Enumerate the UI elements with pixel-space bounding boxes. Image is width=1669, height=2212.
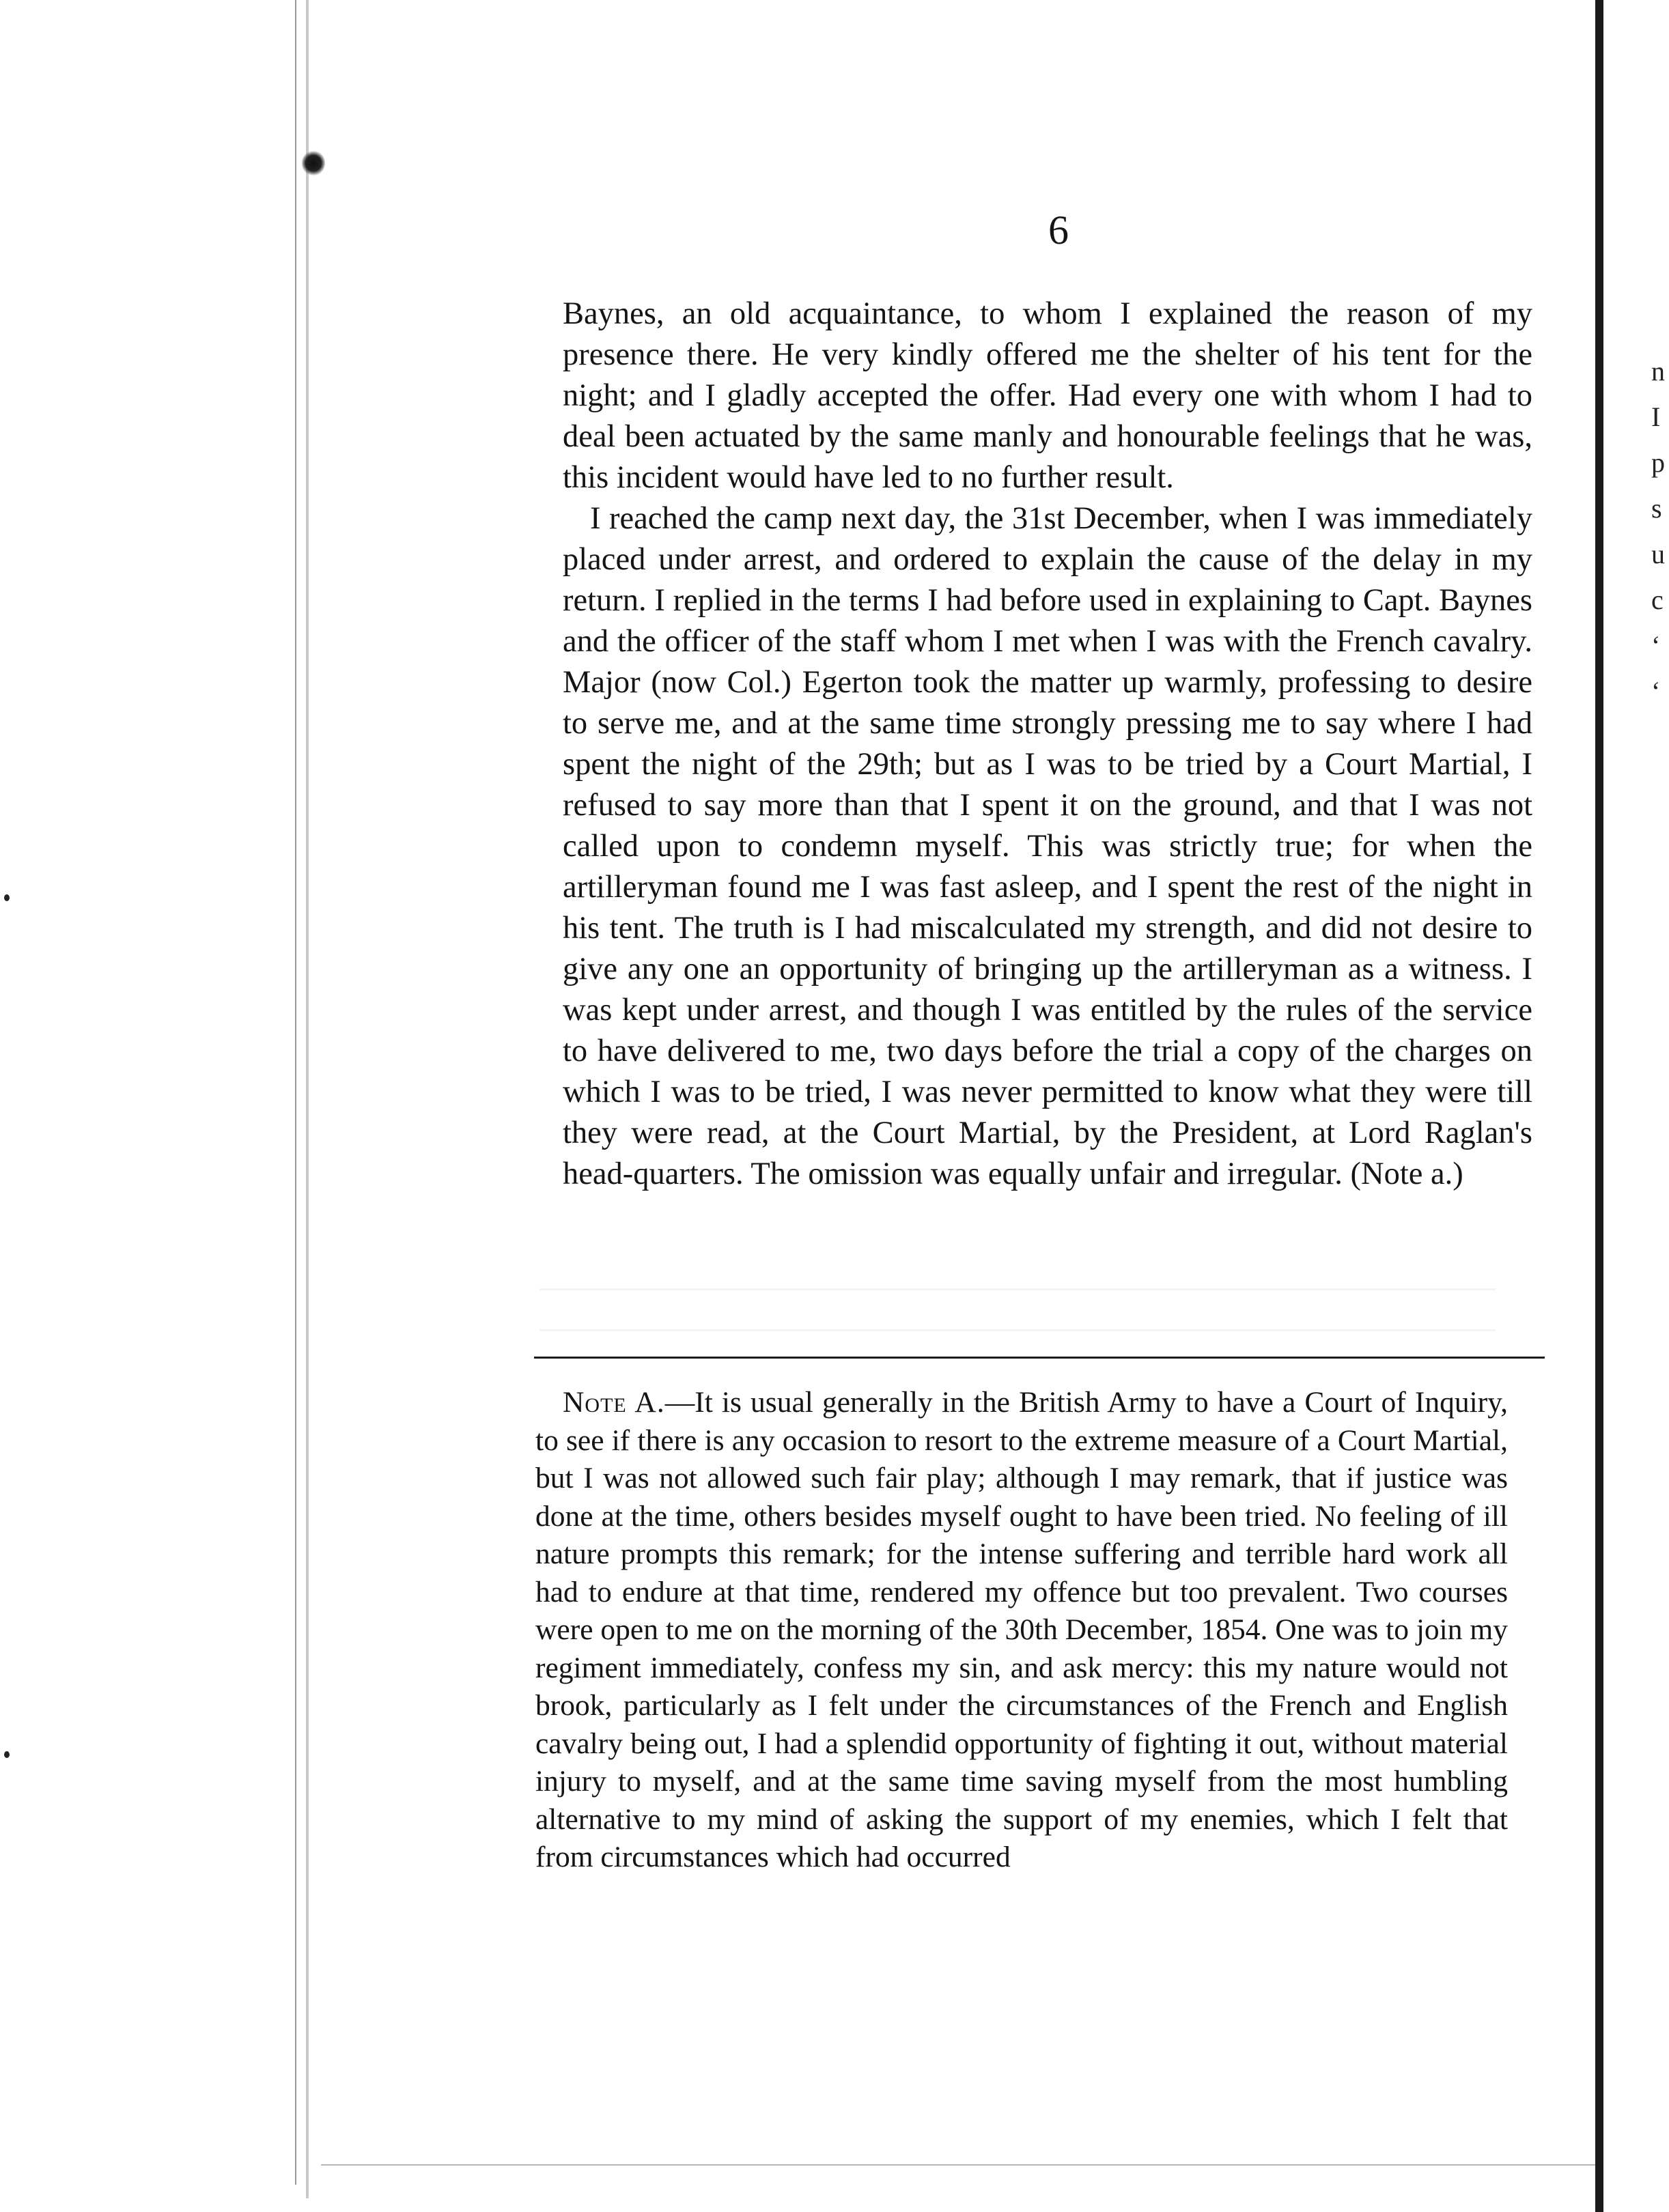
fragment-letter: I — [1651, 401, 1661, 432]
page-fold-shadow — [306, 0, 309, 2198]
fragment-letter: c — [1651, 584, 1664, 615]
footnote-body: —It is usual generally in the British Army to have a Court of Inquiry, to see if there is any occasion to resort to the extreme measure of a Court Martial, but I was not allowed such fair play; although I may remark, that if justice was done at the time, others besides myself ought to have been tried. No feeling of ill nature prompts this remark; for the intense suffering and terrible hard work all had to endure at that time, rendered my offence but too prevalent. Two courses were open to me on the morning of the 30th December, 1854. One was to join my regiment immediately, confess my sin, and ask mercy: this my nature would not brook, particularly as I felt under the circumstances of the French and English cavalry being out, I had a splendid opportunity of fighting it out, without material injury to myself, and at the same time saving myself from the most humbling alternative to my mind of asking the support of my enemies, which I felt that from circumstances which had occurred — [535, 1386, 1508, 1873]
footnote — [535, 1384, 1508, 1877]
adjacent-page-margin — [1603, 0, 1669, 2212]
adjacent-page-fragments — [1651, 348, 1669, 714]
fragment-letter: s — [1651, 493, 1662, 524]
page-number: 6 — [1048, 208, 1069, 253]
show-through-text — [539, 1270, 1496, 1331]
fragment-letter: ‘ — [1651, 676, 1661, 707]
binding-gutter — [1595, 0, 1603, 2212]
scan-speck — [4, 1751, 10, 1758]
fragment-letter: ‘ — [1651, 630, 1661, 661]
fragment-letter: n — [1651, 356, 1665, 386]
footnote-paragraph — [535, 1384, 1508, 1877]
footnote-label: Note A. — [563, 1386, 665, 1419]
ink-blot — [302, 150, 325, 176]
fragment-letter: p — [1651, 447, 1665, 478]
fragment-letter: u — [1651, 539, 1665, 569]
page-bottom-edge — [321, 2164, 1605, 2170]
footnote-rule — [534, 1357, 1545, 1359]
body-text — [563, 294, 1532, 1195]
body-paragraph: I reached the camp next day, the 31st December, when I was immediately placed under arrest, and ordered to explain the cause of the delay in my return. I replied in the terms I had before used in explaining to Capt. Baynes and the officer of the staff whom I met when I was with the French cavalry. Major (now Col.) Egerton took the matter up warmly, professing to desire to serve me, and at the same time strongly pressing me to say where I had spent the night of the 29th; but as I was to be tried by a Court Martial, I refused to say more than that I spent it on the ground, and that I was not called upon to condemn myself. This was strictly true; for when the artilleryman found me I was fast asleep, and I spent the rest of the night in his tent. The truth is I had miscalculated my strength, and did not desire to give any one an opportunity of bringing up the artilleryman as a witness. I was kept under arrest, and though I was entitled by the rules of the service to have delivered to me, two days before the trial a copy of the charges on which I was to be tried, I was never permitted to know what they were till they were read, at the Court Martial, by the President, at Lord Raglan's head-quarters. The omission was equally unfair and irregular. (Note a.) — [563, 501, 1532, 1191]
scan-speck — [4, 894, 10, 901]
body-paragraph: Baynes, an old acquaintance, to whom I explained the reason of my presence there. He very kindly offered me the shelter of his tent for the night; and I gladly accepted the offer. Had every one with whom I had to deal been actuated by the same manly and honourable feelings that he was, this incident would have led to no further result. — [563, 296, 1532, 495]
